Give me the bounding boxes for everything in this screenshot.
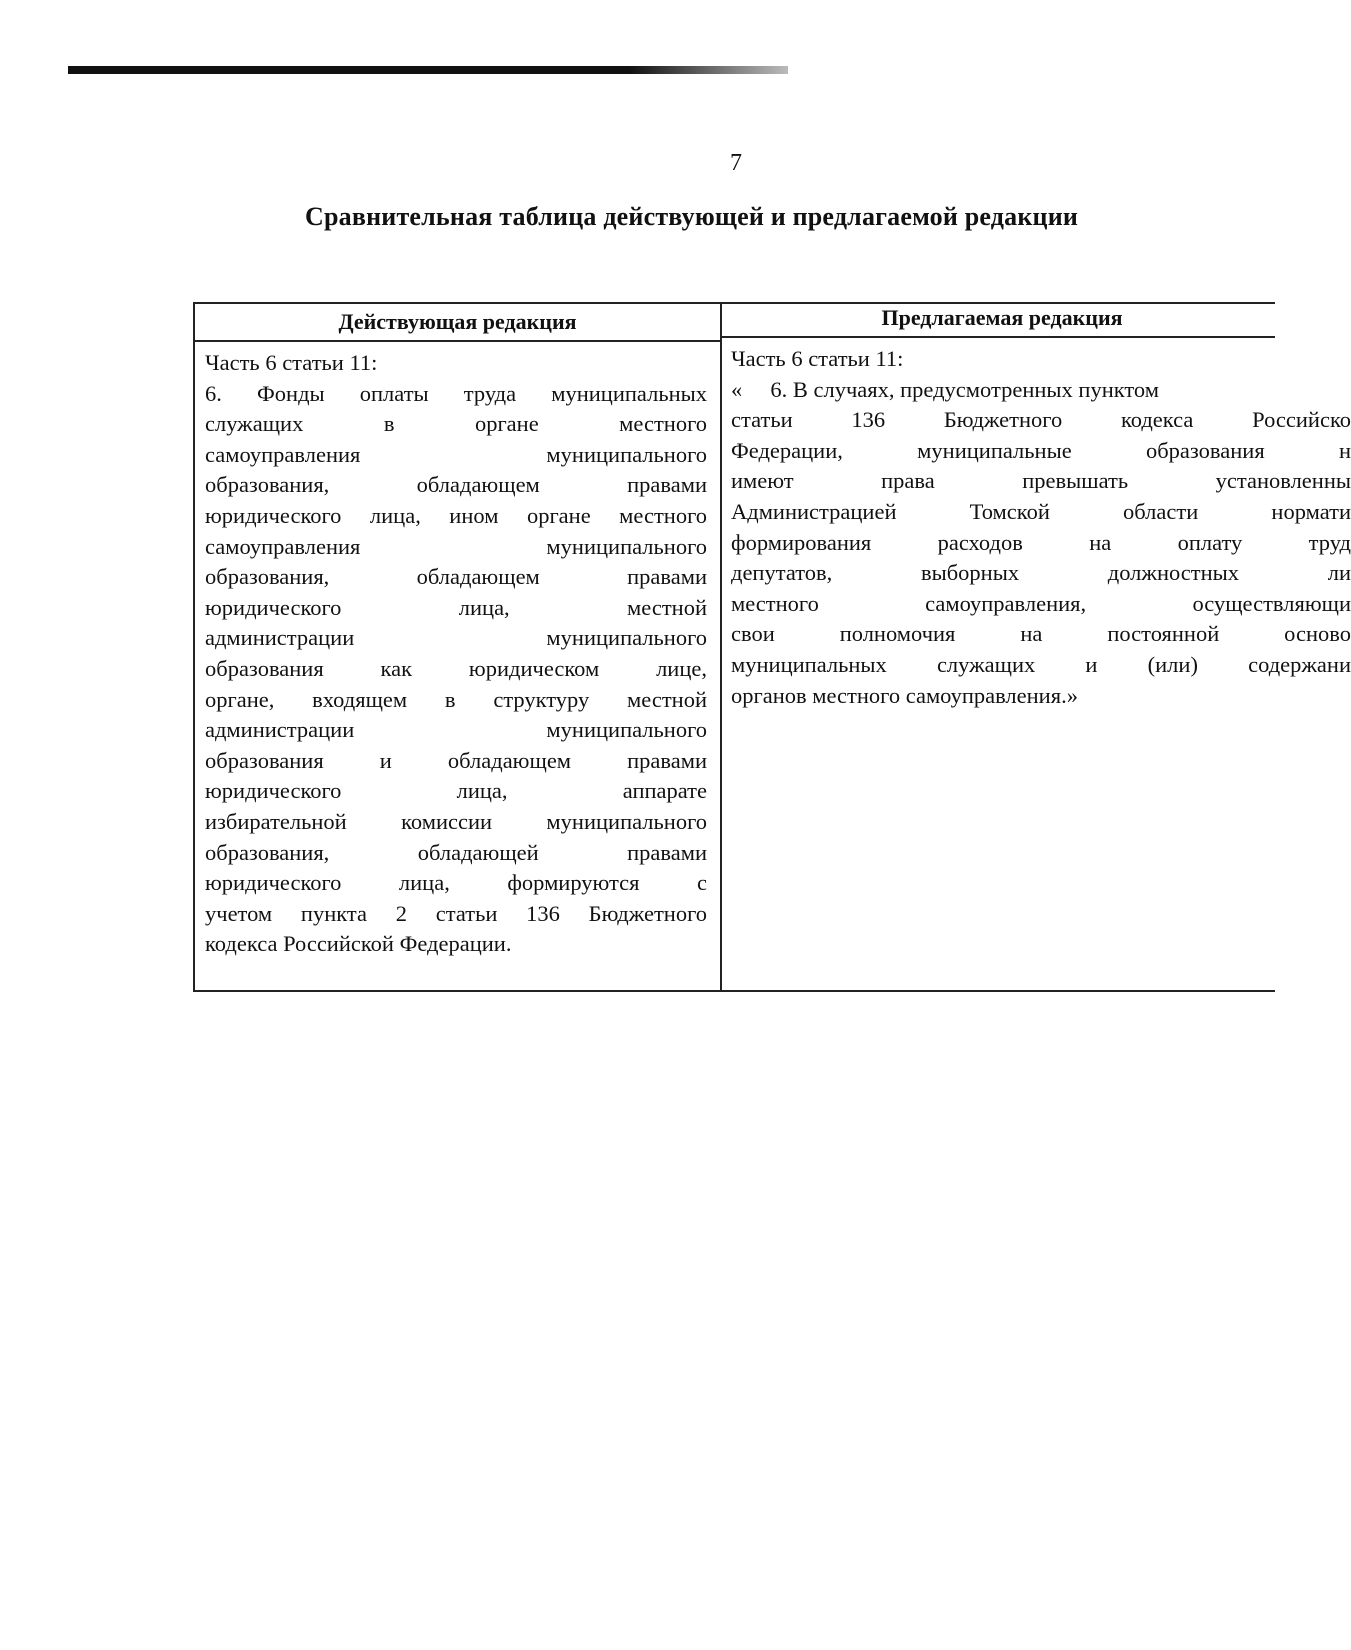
- header-current-edition: Действующая редакция: [338, 309, 577, 334]
- text-line: депутатов, выборных должностных ли: [731, 560, 1351, 586]
- text-line: Администрацией Томской области нормати: [731, 498, 1351, 524]
- text-line: Часть 6 статьи 11:: [731, 346, 904, 371]
- text-line: администрации муниципального: [205, 717, 707, 743]
- text-line: свои полномочия на постоянной осново: [731, 621, 1351, 647]
- text-line: статьи 136 Бюджетного кодекса Российско: [731, 407, 1351, 433]
- text-line: администрации муниципального: [205, 625, 707, 651]
- text-line: учетом пункта 2 статьи 136 Бюджетного: [205, 900, 707, 926]
- current-edition-text: [205, 348, 707, 960]
- column-divider: [720, 304, 722, 990]
- text-line: кодекса Российской Федерации.: [205, 931, 512, 957]
- text-line: образования, обладающем правами: [205, 564, 707, 590]
- header-rule-left: [195, 340, 720, 342]
- page-title: Сравнительная таблица действующей и предлагаемой редакции: [305, 202, 1079, 231]
- page-number: 7: [730, 150, 742, 176]
- text-line: образования, обладающей правами: [205, 839, 707, 865]
- text-line: Федерации, муниципальные образования н: [731, 437, 1351, 463]
- text-line: образования и обладающем правами: [205, 747, 707, 773]
- text-line: юридического лица, аппарате: [205, 778, 707, 804]
- text-line: юридического лица, формируются с: [205, 870, 707, 896]
- header-rule-right: [720, 336, 1275, 338]
- proposed-edition-text: [731, 344, 1351, 711]
- text-line: избирательной комиссии муниципального: [205, 808, 707, 834]
- text-line: служащих в органе местного: [205, 411, 707, 437]
- text-line: местного самоуправления, осуществляющи: [731, 590, 1351, 616]
- text-line: муниципальных служащих и (или) содержани: [731, 651, 1351, 677]
- text-line: « 6. В случаях, предусмотренных пунктом: [731, 376, 1159, 402]
- text-line: 6. Фонды оплаты труда муниципальных: [205, 380, 707, 406]
- text-line: самоуправления муниципального: [205, 533, 707, 559]
- text-line: органе, входящем в структуру местной: [205, 686, 707, 712]
- text-line: юридического лица, ином органе местного: [205, 502, 707, 528]
- text-line: формирования расходов на оплату труд: [731, 529, 1351, 555]
- text-line: имеют права превышать установленны: [731, 468, 1351, 494]
- comparison-table: [193, 302, 1351, 992]
- text-line: юридического лица, местной: [205, 594, 707, 620]
- text-line: образования, обладающем правами: [205, 472, 707, 498]
- text-line: Часть 6 статьи 11:: [205, 350, 378, 375]
- text-line: самоуправления муниципального: [205, 441, 707, 467]
- header-proposed-edition: Предлагаемая редакция: [881, 305, 1123, 330]
- scan-top-border: [68, 66, 788, 74]
- text-line: образования как юридическом лице,: [205, 655, 707, 681]
- text-line: органов местного самоуправления.»: [731, 682, 1078, 708]
